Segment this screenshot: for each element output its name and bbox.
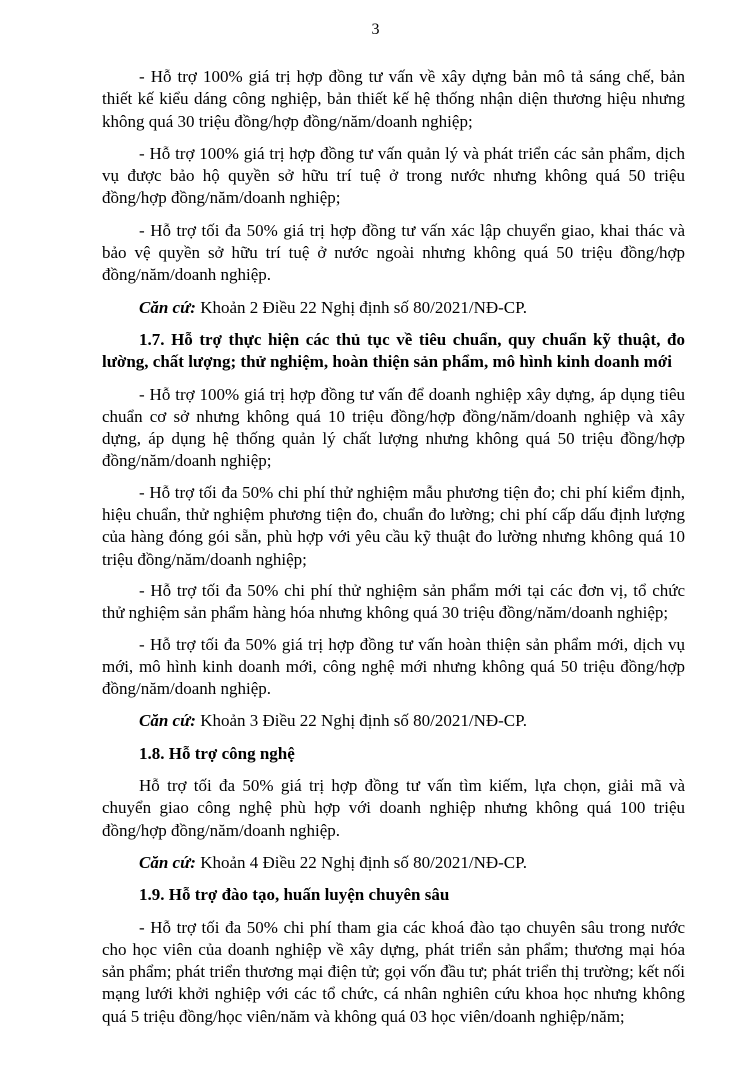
section-heading-1-7: 1.7. Hỗ trợ thực hiện các thủ tục về tiêu chuẩn, quy chuẩn kỹ thuật, đo lường, chất lượng; thử nghiệm, hoàn thiện sản phẩm, mô hình kinh doanh mới [102,329,685,372]
paragraph-standards-support: - Hỗ trợ 100% giá trị hợp đồng tư vấn để doanh nghiệp xây dựng, áp dụng tiêu chuẩn cơ sở nhưng không quá 10 triệu đồng/hợp đồng/năm/doanh nghiệp và xây dựng, áp dụng hệ thống quản lý chất lượng nhưng không quá 50 triệu đồng/hợp đồng/năm/doanh nghiệp; [102,384,685,471]
section-heading-1-9: 1.9. Hỗ trợ đào tạo, huấn luyện chuyên sâu [139,885,450,905]
legal-basis-label: Căn cứ: [139,711,196,731]
section-heading-1-8: 1.8. Hỗ trợ công nghệ [139,743,295,763]
legal-basis-clause-2 [102,297,685,319]
legal-basis-label: Căn cứ: [139,852,196,872]
legal-basis-text: Khoản 3 Điều 22 Nghị định số 80/2021/NĐ-CP. [195,711,527,731]
legal-basis-clause-4 [102,852,685,874]
legal-basis-text: Khoản 4 Điều 22 Nghị định số 80/2021/NĐ-CP. [195,852,527,872]
legal-basis-clause-3 [102,710,685,732]
paragraph-technology-support: Hỗ trợ tối đa 50% giá trị hợp đồng tư vấn tìm kiếm, lựa chọn, giải mã và chuyển giao công nghệ phù hợp với doanh nghiệp nhưng không quá 100 triệu đồng/hợp đồng/năm/doanh nghiệp. [102,776,685,840]
paragraph-ip-domestic-support: - Hỗ trợ 100% giá trị hợp đồng tư vấn quản lý và phát triển các sản phẩm, dịch vụ được bảo hộ quyền sở hữu trí tuệ ở trong nước nhưng không quá 50 triệu đồng/hợp đồng/năm/doanh nghiệp; [102,143,685,208]
paragraph-ip-description-support: - Hỗ trợ 100% giá trị hợp đồng tư vấn về xây dựng bản mô tả sáng chế, bản thiết kế kiểu dáng công nghiệp, bản thiết kế hệ thống nhận diện thương hiệu nhưng không quá 30 triệu đồng/hợp đồng/năm/doanh nghiệp; [102,67,685,131]
document-body [102,66,685,1038]
paragraph-ip-foreign-support: - Hỗ trợ tối đa 50% giá trị hợp đồng tư vấn xác lập chuyển giao, khai thác và bảo vệ quyền sở hữu trí tuệ ở nước ngoài nhưng không quá 50 triệu đồng/hợp đồng/năm/doanh nghiệp. [102,220,685,285]
paragraph-product-improvement-support: - Hỗ trợ tối đa 50% giá trị hợp đồng tư vấn hoàn thiện sản phẩm mới, dịch vụ mới, mô hình kinh doanh mới, công nghệ mới nhưng không quá 50 triệu đồng/hợp đồng/năm/doanh nghiệp. [102,634,685,699]
paragraph-measurement-support: - Hỗ trợ tối đa 50% chi phí thử nghiệm mẫu phương tiện đo; chi phí kiểm định, hiệu chuẩn, thử nghiệm phương tiện đo, chuẩn đo lường; chi phí cấp dấu định lượng của hàng đóng gói sẵn, phù hợp với yêu cầu kỹ thuật đo lường nhưng không quá 10 triệu đồng/năm/doanh nghiệp; [102,482,685,569]
page-number: 3 [371,21,380,38]
legal-basis-label: Căn cứ: [139,297,196,317]
legal-basis-text: Khoản 2 Điều 22 Nghị định số 80/2021/NĐ-CP. [195,297,527,317]
paragraph-training-support: - Hỗ trợ tối đa 50% chi phí tham gia các khoá đào tạo chuyên sâu trong nước cho học viên của doanh nghiệp về xây dựng, phát triển sản phẩm; thương mại hóa sản phẩm; phát triển thương mại điện tử; gọi vốn đầu tư; phát triển thị trường; kết nối mạng lưới khởi nghiệp với các tổ chức, cá nhân nghiên cứu khoa học nhưng không quá 5 triệu đồng/học viên/năm và không quá 03 học viên/doanh nghiệp/năm; [102,917,685,1026]
paragraph-product-testing-support: - Hỗ trợ tối đa 50% chi phí thử nghiệm sản phẩm mới tại các đơn vị, tổ chức thử nghiệm sản phẩm hàng hóa nhưng không quá 30 triệu đồng/năm/doanh nghiệp; [102,580,685,623]
